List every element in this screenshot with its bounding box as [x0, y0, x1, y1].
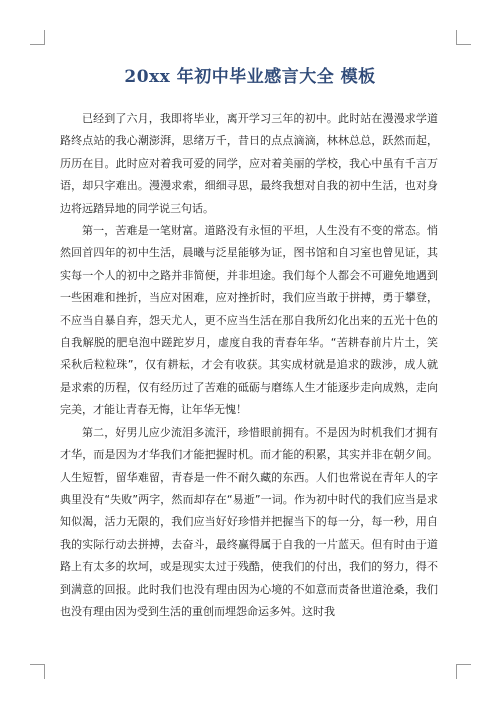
document-body: [60, 108, 438, 623]
crop-mark-top-right: [456, 30, 471, 45]
paragraph-second-point: 第二，好男儿应少流泪多流汗，珍惜眼前拥有。不是因为时机我们才拥有才华，而是因为才华我们才能把握时机。而才能的积累，其实并非在朝夕间。人生短暂，留华难留，青春是一件不耐久藏的东西。人们也常说在青年人的字典里没有“失败”两字，然而却存在“易逝”一词。作为初中时代的我们应当是求知似渴，活力无限的，我们应当好好珍惜并把握当下的每一分，每一秒，用自我的实际行动去拼搏，去奋斗，最终赢得属于自我的一片蓝天。但有时由于道路上有太多的坎坷，或是现实太过于残酷，使我们的付出，我们的努力，得不到满意的回报。此时我们也没有理由因为心境的不如意而责备世道沧桑，我们也没有理由因为受到生活的重创而埋怨命运多舛。这时我: [60, 425, 438, 618]
crop-mark-bottom-left: [30, 664, 45, 679]
paragraph-first-point: 第一，苦难是一笔财富。道路没有永恒的平坦，人生没有不变的常态。悄然回首四年的初中生活，晨曦与泛星能够为证，图书馆和自习室也曾见证，其实每一个人的初中之路并非简便，并非坦途。我们每个人都会不可避免地遇到一些困难和挫折，当应对困难，应对挫折时，我们应当敢于拼搏，勇于攀登，不应当自暴自弃，怨天尤人，更不应当生活在那自我所幻化出来的五光十色的自我解脱的肥皂泡中蹉跎岁月，虚度自我的青春年华。“苦耕春前片片土，笑采秋后粒粒珠”，仅有耕耘，才会有收获。其实成材就是追求的跋涉，成人就是求索的历程，仅有经历过了苦难的砥砺与磨练人生才能逐步走向成熟，走向完美，才能让青春无悔，让年华无愧！: [60, 224, 438, 417]
crop-mark-bottom-right: [456, 664, 471, 679]
document-title: 20xx 年初中毕业感言大全 模板: [124, 67, 376, 87]
paragraph-intro: 已经到了六月，我即将毕业，离开学习三年的初中。此时站在漫漫求学道路终点站的我心潮澎湃，思绪万千，昔日的点点滴滴，林林总总，跃然而起，历历在目。此时应对着我可爱的同学，应对着美丽的学校，我心中虽有千言万语，却只字难出。漫漫求索，细细寻思，最终我想对自我的初中生活，也对身边将远踏异地的同学说三句话。: [60, 112, 438, 215]
crop-mark-top-left: [30, 30, 45, 45]
